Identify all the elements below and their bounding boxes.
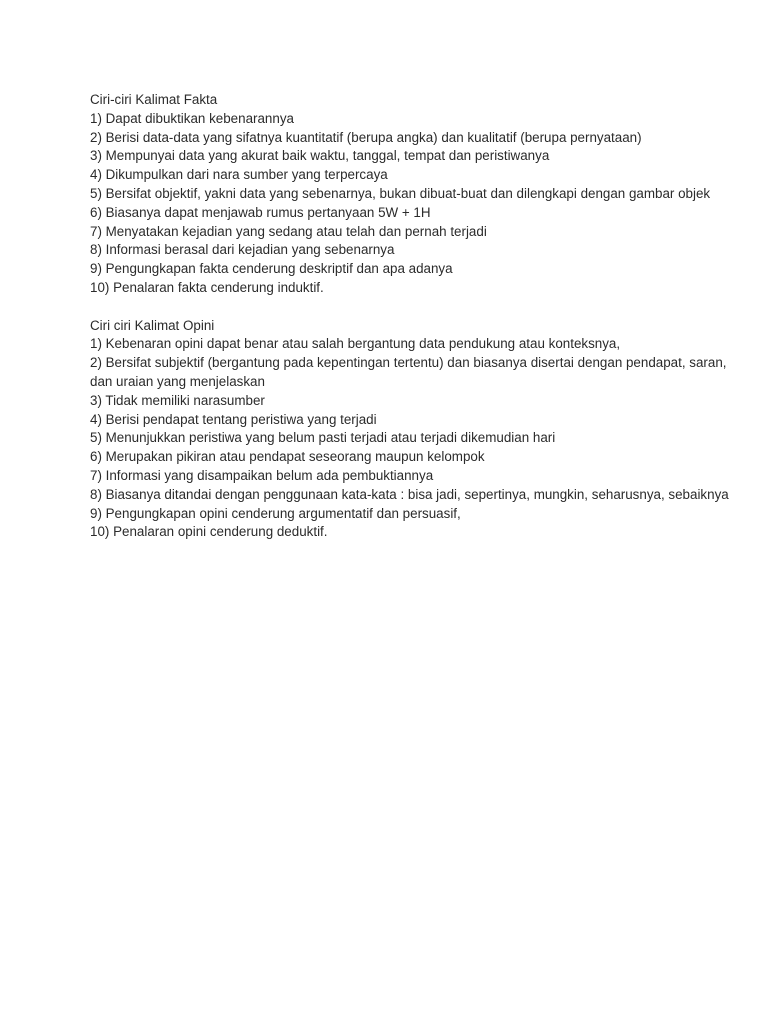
- document-page: [90, 91, 730, 542]
- opini-item: 3) Tidak memiliki narasumber: [90, 392, 265, 408]
- opini-item: 2) Bersifat subjektif (bergantung pada kepentingan tertentu) dan biasanya disertai dengan pendapat, saran, dan uraian yang menjelaskan: [90, 355, 727, 389]
- opini-section: [90, 317, 730, 543]
- fakta-item: 4) Dikumpulkan dari nara sumber yang terpercaya: [90, 167, 388, 183]
- fakta-item: 10) Penalaran fakta cenderung induktif.: [90, 279, 324, 295]
- opini-item: 10) Penalaran opini cenderung deduktif.: [90, 524, 328, 540]
- fakta-heading: Ciri-ciri Kalimat Fakta: [90, 92, 218, 107]
- fakta-item: 5) Bersifat objektif, yakni data yang sebenarnya, bukan dibuat-buat dan dilengkapi dengan gambar objek: [90, 185, 711, 201]
- fakta-item: 8) Informasi berasal dari kejadian yang sebenarnya: [90, 242, 395, 258]
- fakta-item: 6) Biasanya dapat menjawab rumus pertanyaan 5W + 1H: [90, 204, 431, 220]
- fakta-item: 7) Menyatakan kejadian yang sedang atau telah dan pernah terjadi: [90, 223, 487, 239]
- opini-item: 9) Pengungkapan opini cenderung argumentatif dan persuasif,: [90, 505, 461, 521]
- opini-item: 6) Merupakan pikiran atau pendapat seseorang maupun kelompok: [90, 449, 485, 465]
- fakta-item: 2) Berisi data-data yang sifatnya kuantitatif (berupa angka) dan kualitatif (berupa pernyataan): [90, 129, 642, 145]
- opini-item: 8) Biasanya ditandai dengan penggunaan kata-kata : bisa jadi, sepertinya, mungkin, seharusnya, sebaiknya: [90, 486, 729, 502]
- fakta-section: [90, 91, 730, 298]
- opini-item: 4) Berisi pendapat tentang peristiwa yang terjadi: [90, 411, 377, 427]
- fakta-item: 3) Mempunyai data yang akurat baik waktu, tanggal, tempat dan peristiwanya: [90, 148, 550, 164]
- fakta-item: 1) Dapat dibuktikan kebenarannya: [90, 110, 294, 126]
- opini-item: 1) Kebenaran opini dapat benar atau salah bergantung data pendukung atau konteksnya,: [90, 336, 621, 352]
- opini-item: 7) Informasi yang disampaikan belum ada pembuktiannya: [90, 467, 434, 483]
- opini-item: 5) Menunjukkan peristiwa yang belum pasti terjadi atau terjadi dikemudian hari: [90, 430, 556, 446]
- opini-heading: Ciri ciri Kalimat Opini: [90, 317, 215, 333]
- fakta-item: 9) Pengungkapan fakta cenderung deskriptif dan apa adanya: [90, 261, 453, 277]
